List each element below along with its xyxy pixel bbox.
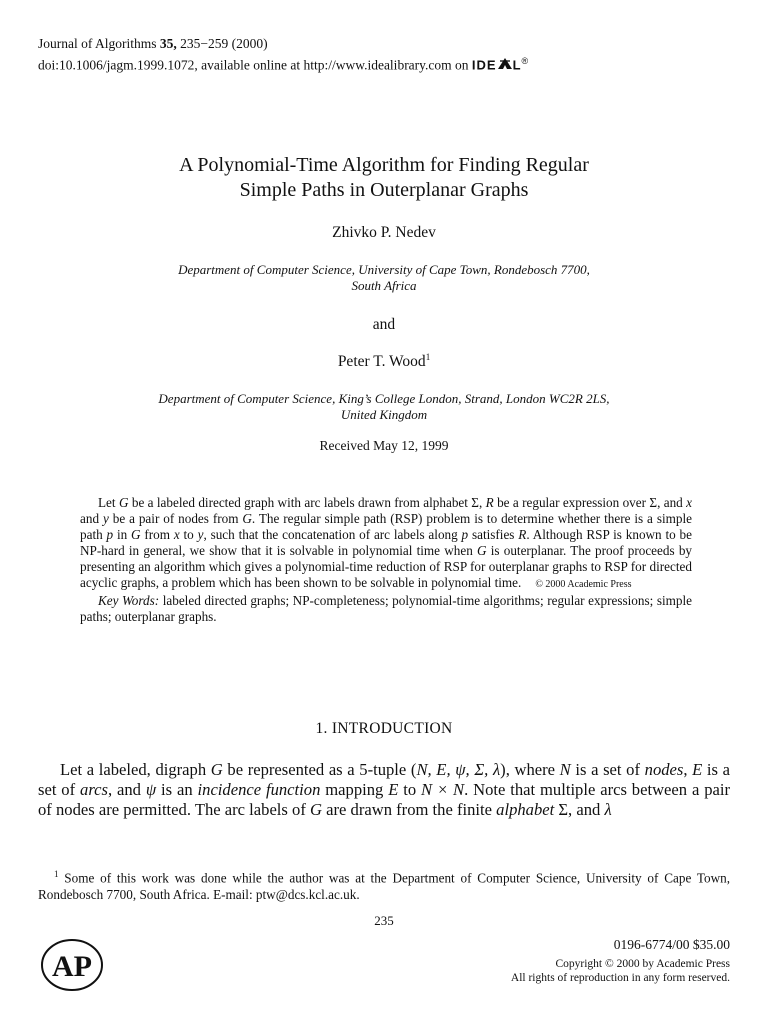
footnote-text: Some of this work was done while the author was at the Department of Computer Science, University of Cape Town, Rondebosch 7700, South Africa. E-mail: ptw@dcs.kcl.ac.uk. [38,870,730,903]
footnote [38,866,730,903]
svg-text:AP: AP [52,950,92,983]
introduction-paragraph: Let a labeled, digraph G be represented as a 5-tuple (N, E, ψ, Σ, λ), where N is a set of nodes, E is a set of arcs, and ψ is an incidence function mapping E to N × N. Note that multiple arcs between a pair of nodes are permitted. The arc labels of G are drawn from the finite alphabet Σ, and λ [38,760,731,819]
journal-citation [38,35,268,52]
author-2-footnote-mark[interactable]: 1 [425,352,431,362]
title-line-2: Simple Paths in Outerplanar Graphs [239,179,529,201]
copyright-notice: Copyright © 2000 by Academic Press All rights of reproduction in any form reserved. [510,958,730,984]
abstract-text: Let G be a labeled directed graph with arc labels drawn from alphabet Σ, R be a regular expression over Σ, and x and y be a pair of nodes from G. The regular simple path (RSP) problem is to determine whether there is a simple path p in G from x to y, such that the concatenation of arc labels along p satisfies R. Although RSP is known to be NP-hard in general, we show that it is solvable in polynomial time when G is outerplanar. The proof proceeds by presenting an algorithm which gives a polynomial-time reduction of RSP for outerplanar graphs to RSP for directed acyclic graphs, a problem which has been shown to be solvable in polynomial time. © 2000 Academic Press [80,495,693,590]
page-number: 235 [374,913,394,928]
author-1-affiliation: Department of Computer Science, University of Cape Town, Rondebosch 7700, South Africa [178,262,590,293]
publisher-logo [40,938,104,992]
journal-volume: 35, [159,36,177,51]
title-line-1: A Polynomial-Time Algorithm for Finding Regular [179,154,589,176]
author-1-name: Zhivko P. Nedev [332,224,436,241]
author-2-affiliation: Department of Computer Science, King’s College London, Strand, London WC2R 2LS, United Kingdom [158,391,610,422]
doi-text[interactable]: doi:10.1006/jagm.1999.1072, available online at http://www.idealibrary.com on [38,57,469,73]
author-2-name: Peter T. Wood$^1$ [337,352,431,371]
and-separator: and [372,316,396,333]
academic-press-logo-icon [40,938,104,992]
journal-name: Journal of Algorithms [38,36,157,51]
keywords: Key Words: labeled directed graphs; NP-completeness; polynomial-time algorithms; regular expressions; simple paths; outerplanar graphs. [80,593,692,624]
abstract-copyright: © 2000 Academic Press [535,579,632,590]
section-heading: 1. INTRODUCTION [315,720,453,737]
ideal-logo: IDE L® [471,56,530,73]
ideal-logo-arrow-icon [497,57,513,70]
doi-line [38,53,529,73]
issn-price: 0196-6774/00 $35.00 [613,937,730,952]
paper-title [0,153,768,203]
keywords-label: Key Words: [98,593,160,608]
footnote-mark: 1 [54,869,59,879]
received-date: Received May 12, 1999 [319,438,449,453]
journal-pages: 235−259 (2000) [180,36,268,51]
abstract [80,495,692,625]
